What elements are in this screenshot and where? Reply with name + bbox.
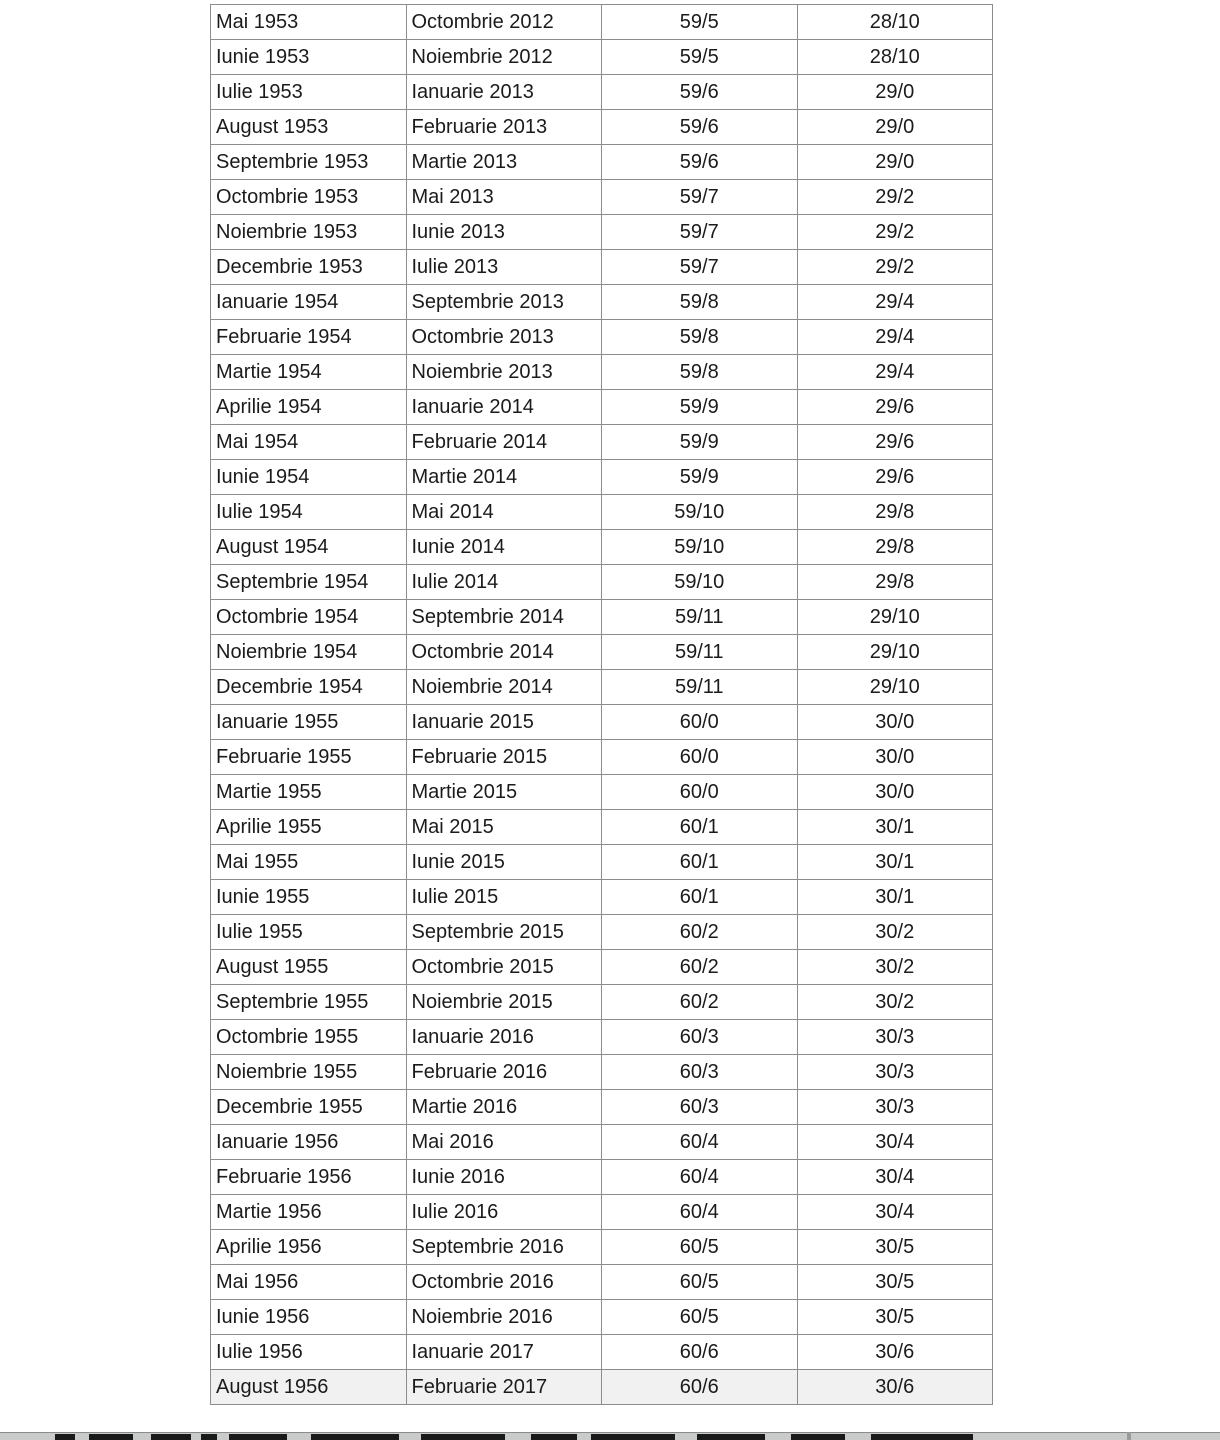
table-row <box>211 460 993 495</box>
table-cell: 60/2 <box>602 915 798 950</box>
table-cell: 29/6 <box>797 460 993 495</box>
table-cell: Septembrie 1955 <box>211 985 407 1020</box>
table-cell: Aprilie 1955 <box>211 810 407 845</box>
table-cell: 29/2 <box>797 215 993 250</box>
table-cell: Iunie 2016 <box>406 1160 602 1195</box>
table-row <box>211 1195 993 1230</box>
table-cell: 60/5 <box>602 1265 798 1300</box>
table-row <box>211 845 993 880</box>
table-cell: Iunie 1954 <box>211 460 407 495</box>
table-row <box>211 740 993 775</box>
table-cell: 59/5 <box>602 5 798 40</box>
table-row <box>211 110 993 145</box>
table-row <box>211 705 993 740</box>
table-cell: August 1954 <box>211 530 407 565</box>
table-cell: Iulie 2015 <box>406 880 602 915</box>
table-cell: 30/1 <box>797 845 993 880</box>
table-row <box>211 810 993 845</box>
table-cell: 59/8 <box>602 285 798 320</box>
table-cell: 59/10 <box>602 530 798 565</box>
table-cell: 60/2 <box>602 950 798 985</box>
table-cell: Aprilie 1956 <box>211 1230 407 1265</box>
table-row <box>211 1230 993 1265</box>
table-row <box>211 425 993 460</box>
table-cell: 60/4 <box>602 1125 798 1160</box>
table-cell: 60/0 <box>602 740 798 775</box>
table-cell: 59/8 <box>602 355 798 390</box>
table-cell: Iunie 1955 <box>211 880 407 915</box>
table-cell: 59/9 <box>602 390 798 425</box>
table-cell: 30/5 <box>797 1230 993 1265</box>
table-row <box>211 215 993 250</box>
table-cell: Mai 1953 <box>211 5 407 40</box>
table-cell: Ianuarie 1954 <box>211 285 407 320</box>
window-edge-tick <box>1127 1432 1131 1440</box>
table-cell: Septembrie 1953 <box>211 145 407 180</box>
table-row <box>211 1160 993 1195</box>
table-cell: Martie 2015 <box>406 775 602 810</box>
table-cell: Iulie 2014 <box>406 565 602 600</box>
table-row <box>211 40 993 75</box>
table-row <box>211 1265 993 1300</box>
table-cell: 59/10 <box>602 565 798 600</box>
table-row <box>211 1300 993 1335</box>
table-cell: 60/5 <box>602 1230 798 1265</box>
table-cell: Mai 2015 <box>406 810 602 845</box>
table-cell: 30/3 <box>797 1020 993 1055</box>
table-cell: August 1955 <box>211 950 407 985</box>
table-cell: 29/4 <box>797 320 993 355</box>
table-cell: 59/7 <box>602 215 798 250</box>
table-cell: Noiembrie 1954 <box>211 635 407 670</box>
table-cell: 29/10 <box>797 600 993 635</box>
table-cell: 30/1 <box>797 810 993 845</box>
table-row <box>211 320 993 355</box>
table-cell: Februarie 1954 <box>211 320 407 355</box>
table-cell: 29/6 <box>797 425 993 460</box>
table-cell: Februarie 2014 <box>406 425 602 460</box>
table-cell: 60/5 <box>602 1300 798 1335</box>
table-cell: 59/9 <box>602 460 798 495</box>
table-cell: Mai 2016 <box>406 1125 602 1160</box>
table-cell: 30/4 <box>797 1195 993 1230</box>
table-row <box>211 1335 993 1370</box>
table-cell: Mai 1954 <box>211 425 407 460</box>
table-cell: 28/10 <box>797 40 993 75</box>
table-cell: August 1953 <box>211 110 407 145</box>
table-cell: 60/4 <box>602 1195 798 1230</box>
table-cell: Mai 1955 <box>211 845 407 880</box>
table-cell: Noiembrie 2014 <box>406 670 602 705</box>
table-row <box>211 1090 993 1125</box>
table-cell: Martie 1954 <box>211 355 407 390</box>
table-cell: 59/7 <box>602 180 798 215</box>
table-cell: Ianuarie 1956 <box>211 1125 407 1160</box>
table-cell: Septembrie 2015 <box>406 915 602 950</box>
table-cell: Ianuarie 1955 <box>211 705 407 740</box>
table-cell: Februarie 2015 <box>406 740 602 775</box>
table-cell: 30/4 <box>797 1125 993 1160</box>
table-cell: Octombrie 2016 <box>406 1265 602 1300</box>
table-cell: 30/2 <box>797 985 993 1020</box>
table-cell: Octombrie 2014 <box>406 635 602 670</box>
table-cell: Ianuarie 2017 <box>406 1335 602 1370</box>
table-cell: 59/11 <box>602 600 798 635</box>
table-cell: Octombrie 1954 <box>211 600 407 635</box>
table-cell: 30/0 <box>797 775 993 810</box>
table-cell: Decembrie 1953 <box>211 250 407 285</box>
table-cell: 59/7 <box>602 250 798 285</box>
table-cell: 60/3 <box>602 1020 798 1055</box>
table-cell: 30/5 <box>797 1300 993 1335</box>
table-cell: Septembrie 2016 <box>406 1230 602 1265</box>
table-cell: 30/3 <box>797 1090 993 1125</box>
table-row <box>211 1020 993 1055</box>
table-cell: 60/6 <box>602 1335 798 1370</box>
table-row <box>211 250 993 285</box>
table-cell: August 1956 <box>211 1370 407 1405</box>
table-row <box>211 1125 993 1160</box>
table-cell: 29/8 <box>797 530 993 565</box>
table-cell: 29/2 <box>797 250 993 285</box>
table-cell: Iulie 1956 <box>211 1335 407 1370</box>
table-cell: Septembrie 2014 <box>406 600 602 635</box>
table-cell: Noiembrie 1953 <box>211 215 407 250</box>
table-cell: Octombrie 2013 <box>406 320 602 355</box>
table-cell: Martie 2013 <box>406 145 602 180</box>
table-cell: Noiembrie 2016 <box>406 1300 602 1335</box>
table-cell: 30/3 <box>797 1055 993 1090</box>
table-row <box>211 355 993 390</box>
table-cell: Iulie 1955 <box>211 915 407 950</box>
table-row <box>211 565 993 600</box>
table-cell: Martie 2014 <box>406 460 602 495</box>
table-cell: 30/2 <box>797 915 993 950</box>
table-cell: Mai 2014 <box>406 495 602 530</box>
table-cell: Iunie 1953 <box>211 40 407 75</box>
table-cell: 29/8 <box>797 565 993 600</box>
table-cell: Septembrie 1954 <box>211 565 407 600</box>
table-cell: Iulie 2013 <box>406 250 602 285</box>
table-cell: 60/6 <box>602 1370 798 1405</box>
table-cell: Iunie 2014 <box>406 530 602 565</box>
table-cell: 30/4 <box>797 1160 993 1195</box>
table-row <box>211 915 993 950</box>
retirement-table <box>210 4 993 1405</box>
table-cell: 60/0 <box>602 705 798 740</box>
table-cell: 59/6 <box>602 145 798 180</box>
table-cell: Octombrie 1953 <box>211 180 407 215</box>
table-row <box>211 880 993 915</box>
cropped-text-fragment <box>55 1434 1055 1440</box>
table-row <box>211 1055 993 1090</box>
table-cell: Februarie 1956 <box>211 1160 407 1195</box>
table-row <box>211 495 993 530</box>
table-cell: Septembrie 2013 <box>406 285 602 320</box>
table-cell: 60/1 <box>602 880 798 915</box>
table-cell: Aprilie 1954 <box>211 390 407 425</box>
table-cell: Iunie 2015 <box>406 845 602 880</box>
table-cell: Februarie 2017 <box>406 1370 602 1405</box>
table-cell: Martie 1956 <box>211 1195 407 1230</box>
table-cell: 29/10 <box>797 670 993 705</box>
table-cell: 29/8 <box>797 495 993 530</box>
table-cell: Iulie 2016 <box>406 1195 602 1230</box>
table-cell: Mai 2013 <box>406 180 602 215</box>
table-row <box>211 600 993 635</box>
table-cell: 60/2 <box>602 985 798 1020</box>
table-cell: 60/3 <box>602 1090 798 1125</box>
table-cell: 30/6 <box>797 1370 993 1405</box>
table-cell: 60/1 <box>602 845 798 880</box>
table-row <box>211 75 993 110</box>
table-cell: Iunie 1956 <box>211 1300 407 1335</box>
table-cell: Februarie 2016 <box>406 1055 602 1090</box>
table-cell: Decembrie 1954 <box>211 670 407 705</box>
table-cell: Februarie 2013 <box>406 110 602 145</box>
table-cell: 29/2 <box>797 180 993 215</box>
table-cell: 29/0 <box>797 145 993 180</box>
retirement-table-body <box>211 5 993 1405</box>
table-row <box>211 390 993 425</box>
table-cell: 59/6 <box>602 110 798 145</box>
table-row <box>211 985 993 1020</box>
table-cell: Noiembrie 2013 <box>406 355 602 390</box>
table-cell: 29/0 <box>797 110 993 145</box>
table-cell: 59/9 <box>602 425 798 460</box>
table-cell: Decembrie 1955 <box>211 1090 407 1125</box>
table-cell: 30/0 <box>797 705 993 740</box>
table-cell: 28/10 <box>797 5 993 40</box>
table-row <box>211 670 993 705</box>
table-row <box>211 145 993 180</box>
table-cell: 29/10 <box>797 635 993 670</box>
table-row <box>211 180 993 215</box>
table-cell: 60/3 <box>602 1055 798 1090</box>
table-cell: 29/4 <box>797 285 993 320</box>
table-cell: 59/6 <box>602 75 798 110</box>
table-cell: Ianuarie 2013 <box>406 75 602 110</box>
table-cell: Ianuarie 2015 <box>406 705 602 740</box>
table-cell: 59/11 <box>602 670 798 705</box>
table-cell: Octombrie 2012 <box>406 5 602 40</box>
table-cell: Martie 2016 <box>406 1090 602 1125</box>
table-cell: 60/1 <box>602 810 798 845</box>
table-cell: Iulie 1954 <box>211 495 407 530</box>
table-cell: Octombrie 2015 <box>406 950 602 985</box>
table-row <box>211 775 993 810</box>
table-row <box>211 530 993 565</box>
table-cell: 59/11 <box>602 635 798 670</box>
table-row <box>211 1370 993 1405</box>
table-cell: Mai 1956 <box>211 1265 407 1300</box>
table-row <box>211 5 993 40</box>
table-cell: 30/2 <box>797 950 993 985</box>
table-cell: Iulie 1953 <box>211 75 407 110</box>
table-cell: 29/0 <box>797 75 993 110</box>
table-cell: 60/4 <box>602 1160 798 1195</box>
table-cell: Februarie 1955 <box>211 740 407 775</box>
table-cell: 30/6 <box>797 1335 993 1370</box>
table-cell: 59/10 <box>602 495 798 530</box>
table-cell: Ianuarie 2014 <box>406 390 602 425</box>
table-cell: 29/6 <box>797 390 993 425</box>
table-cell: Octombrie 1955 <box>211 1020 407 1055</box>
table-cell: Noiembrie 1955 <box>211 1055 407 1090</box>
table-row <box>211 285 993 320</box>
table-cell: 59/8 <box>602 320 798 355</box>
table-cell: Ianuarie 2016 <box>406 1020 602 1055</box>
table-cell: 29/4 <box>797 355 993 390</box>
table-cell: Martie 1955 <box>211 775 407 810</box>
table-cell: 30/1 <box>797 880 993 915</box>
table-cell: Noiembrie 2012 <box>406 40 602 75</box>
table-cell: 30/5 <box>797 1265 993 1300</box>
table-cell: 30/0 <box>797 740 993 775</box>
table-cell: 60/0 <box>602 775 798 810</box>
table-row <box>211 635 993 670</box>
table-row <box>211 950 993 985</box>
table-cell: Noiembrie 2015 <box>406 985 602 1020</box>
table-cell: Iunie 2013 <box>406 215 602 250</box>
table-cell: 59/5 <box>602 40 798 75</box>
